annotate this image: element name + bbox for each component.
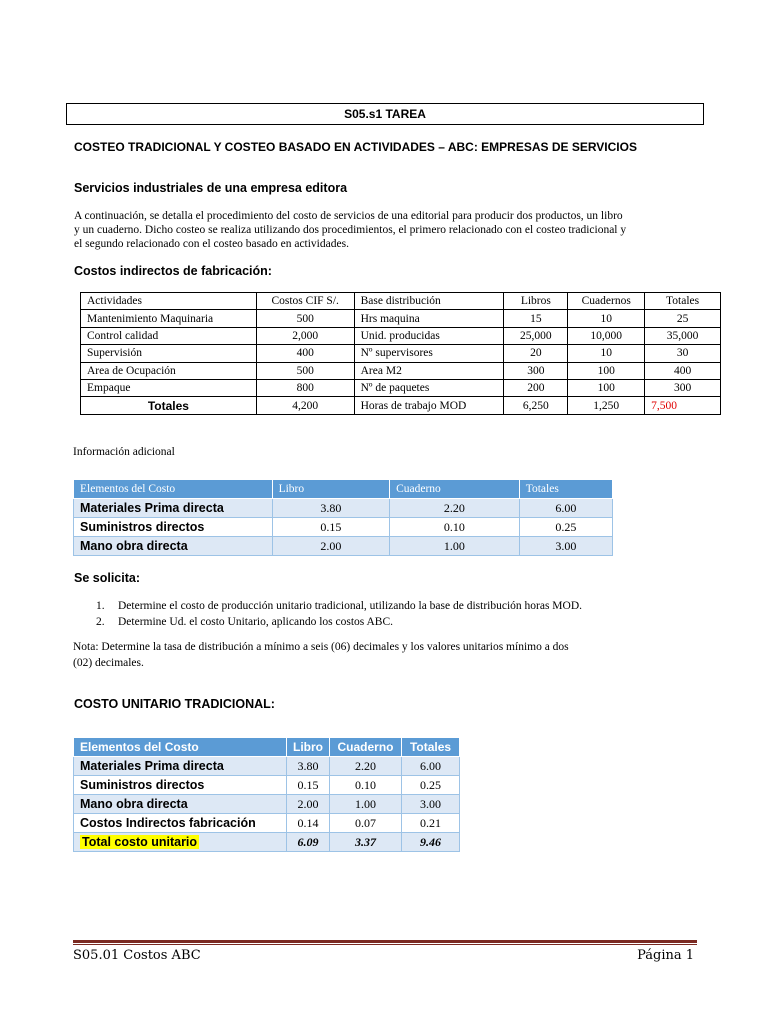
table-row <box>81 379 721 396</box>
table-header-cell: Totales <box>519 480 612 499</box>
table-cell: 6.00 <box>519 499 612 518</box>
table-cell: 4,200 <box>256 397 354 414</box>
table-header-cell: Base distribución <box>354 293 504 310</box>
table-cell: 300 <box>645 379 721 396</box>
table-cell: 0.07 <box>330 814 402 833</box>
section-heading-servicios: Servicios industriales de una empresa editora <box>74 181 348 195</box>
footer-document-name: S05.01 Costos ABC <box>73 948 201 963</box>
table-cell: 30 <box>645 345 721 362</box>
traditional-cost-table <box>73 737 460 852</box>
table-header-cell: Libro <box>272 480 390 499</box>
table-cell: Control calidad <box>81 327 257 344</box>
table-cell-red-total: 7,500 <box>645 397 721 414</box>
section-heading-cif: Costos indirectos de fabricación: <box>74 264 272 278</box>
table-cell: 2,000 <box>256 327 354 344</box>
table-cell: 9.46 <box>402 833 460 852</box>
table-cell: 200 <box>504 379 568 396</box>
section-heading-tradicional: COSTO UNITARIO TRADICIONAL: <box>74 697 275 711</box>
table-cell: 6.09 <box>287 833 330 852</box>
table-cell: Suministros directos <box>74 776 287 795</box>
table-cell: 3.37 <box>330 833 402 852</box>
intro-line: y un cuaderno. Dicho costeo se realiza utilizando dos procedimientos, el primero relacionado con el costeo tradicional y <box>74 224 627 236</box>
table-cell-total-label: Totales <box>81 397 257 414</box>
table-cell: Unid. producidas <box>354 327 504 344</box>
table-cell: 400 <box>256 345 354 362</box>
table-cell: Nº de paquetes <box>354 379 504 396</box>
table-cell: 3.80 <box>287 757 330 776</box>
footer-page-number: Página 1 <box>637 948 694 963</box>
table-cell: 3.80 <box>272 499 390 518</box>
table-cell: 20 <box>504 345 568 362</box>
table-cell: 100 <box>568 362 645 379</box>
table-cell: 0.25 <box>519 518 612 537</box>
table-row <box>81 345 721 362</box>
table-cell: 500 <box>256 362 354 379</box>
table-cell: Costos Indirectos fabricación <box>74 814 287 833</box>
table-cell: 3.00 <box>519 537 612 556</box>
section-heading-solicita: Se solicita: <box>74 571 140 585</box>
table-header-cell: Libros <box>504 293 568 310</box>
table-header-cell: Elementos del Costo <box>74 480 273 499</box>
note-line: (02) decimales. <box>73 656 144 669</box>
list-text: Determine Ud. el costo Unitario, aplicando los costos ABC. <box>118 615 393 628</box>
footer-divider <box>73 940 697 943</box>
table-cell: Area M2 <box>354 362 504 379</box>
intro-paragraph <box>74 209 704 251</box>
table-cell: 100 <box>568 379 645 396</box>
table-cell: 1,250 <box>568 397 645 414</box>
table-cell: 0.14 <box>287 814 330 833</box>
elements-table <box>73 479 613 556</box>
table-row <box>74 814 460 833</box>
table-cell: Mano obra directa <box>74 795 287 814</box>
table-cell: Suministros directos <box>74 518 273 537</box>
table-cell: 500 <box>256 310 354 327</box>
table-header-cell: Totales <box>645 293 721 310</box>
table-header-row <box>81 293 721 310</box>
table-cell: 0.15 <box>287 776 330 795</box>
table-cell: 400 <box>645 362 721 379</box>
table-header-cell: Cuaderno <box>390 480 520 499</box>
table-header-cell: Totales <box>402 738 460 757</box>
table-row <box>74 795 460 814</box>
table-header-row <box>74 738 460 757</box>
table-cell: 1.00 <box>390 537 520 556</box>
table-header-cell: Elementos del Costo <box>74 738 287 757</box>
table-header-row <box>74 480 613 499</box>
table-cell: Mantenimiento Maquinaria <box>81 310 257 327</box>
table-cell: 0.15 <box>272 518 390 537</box>
table-cell: 10,000 <box>568 327 645 344</box>
table-cell: Supervisión <box>81 345 257 362</box>
list-number: 2. <box>96 615 105 628</box>
table-row <box>81 310 721 327</box>
table-header-cell: Cuaderno <box>330 738 402 757</box>
table-header-cell: Libro <box>287 738 330 757</box>
intro-line: A continuación, se detalla el procedimiento del costo de servicios de una editorial para producir dos productos, un libro <box>74 210 623 222</box>
table-cell: 2.20 <box>330 757 402 776</box>
cif-table <box>80 292 721 415</box>
table-cell: Area de Ocupación <box>81 362 257 379</box>
table-cell: Horas de trabajo MOD <box>354 397 504 414</box>
table-cell: 2.00 <box>287 795 330 814</box>
table-cell: 35,000 <box>645 327 721 344</box>
table-cell: Hrs maquina <box>354 310 504 327</box>
table-cell: 800 <box>256 379 354 396</box>
table-cell: 2.20 <box>390 499 520 518</box>
page-title: S05.s1 TAREA <box>66 103 704 125</box>
intro-line: el segundo relacionado con el costeo basado en actividades. <box>74 238 349 250</box>
list-item <box>96 615 582 631</box>
table-cell: 1.00 <box>330 795 402 814</box>
table-row <box>81 327 721 344</box>
note-paragraph <box>73 640 653 671</box>
table-cell: Materiales Prima directa <box>74 499 273 518</box>
table-cell: 25,000 <box>504 327 568 344</box>
table-cell: 15 <box>504 310 568 327</box>
table-cell: 2.00 <box>272 537 390 556</box>
note-line: Nota: Determine la tasa de distribución a mínimo a seis (06) decimales y los valores unitarios mínimo a dos <box>73 641 569 653</box>
info-label: Información adicional <box>73 446 175 458</box>
table-row <box>74 776 460 795</box>
table-cell: Mano obra directa <box>74 537 273 556</box>
table-cell: 0.25 <box>402 776 460 795</box>
table-cell: 25 <box>645 310 721 327</box>
table-row <box>81 362 721 379</box>
table-cell: Materiales Prima directa <box>74 757 287 776</box>
table-cell: 6.00 <box>402 757 460 776</box>
table-header-cell: Actividades <box>81 293 257 310</box>
table-total-row <box>81 397 721 414</box>
table-row <box>74 518 613 537</box>
table-cell: Nº supervisores <box>354 345 504 362</box>
table-cell: 3.00 <box>402 795 460 814</box>
table-cell: 10 <box>568 345 645 362</box>
table-cell: Empaque <box>81 379 257 396</box>
list-number: 1. <box>96 600 105 612</box>
table-row <box>74 537 613 556</box>
table-total-row <box>74 833 460 852</box>
list-text: Determine el costo de producción unitario tradicional, utilizando la base de distribución horas MOD. <box>118 600 583 612</box>
list-item <box>96 599 582 615</box>
highlighted-total-label: Total costo unitario <box>82 835 198 849</box>
table-cell: 0.10 <box>390 518 520 537</box>
table-cell: 6,250 <box>504 397 568 414</box>
table-cell: 0.10 <box>330 776 402 795</box>
table-header-cell: Costos CIF S/. <box>256 293 354 310</box>
request-list <box>96 599 582 630</box>
table-cell: 0.21 <box>402 814 460 833</box>
table-cell: 10 <box>568 310 645 327</box>
main-heading: COSTEO TRADICIONAL Y COSTEO BASADO EN ACTIVIDADES – ABC: EMPRESAS DE SERVICIOS <box>74 140 637 154</box>
table-header-cell: Cuadernos <box>568 293 645 310</box>
table-cell-total-label <box>74 833 287 852</box>
table-row <box>74 499 613 518</box>
table-cell: 300 <box>504 362 568 379</box>
table-row <box>74 757 460 776</box>
footer-divider-thin <box>73 944 697 945</box>
